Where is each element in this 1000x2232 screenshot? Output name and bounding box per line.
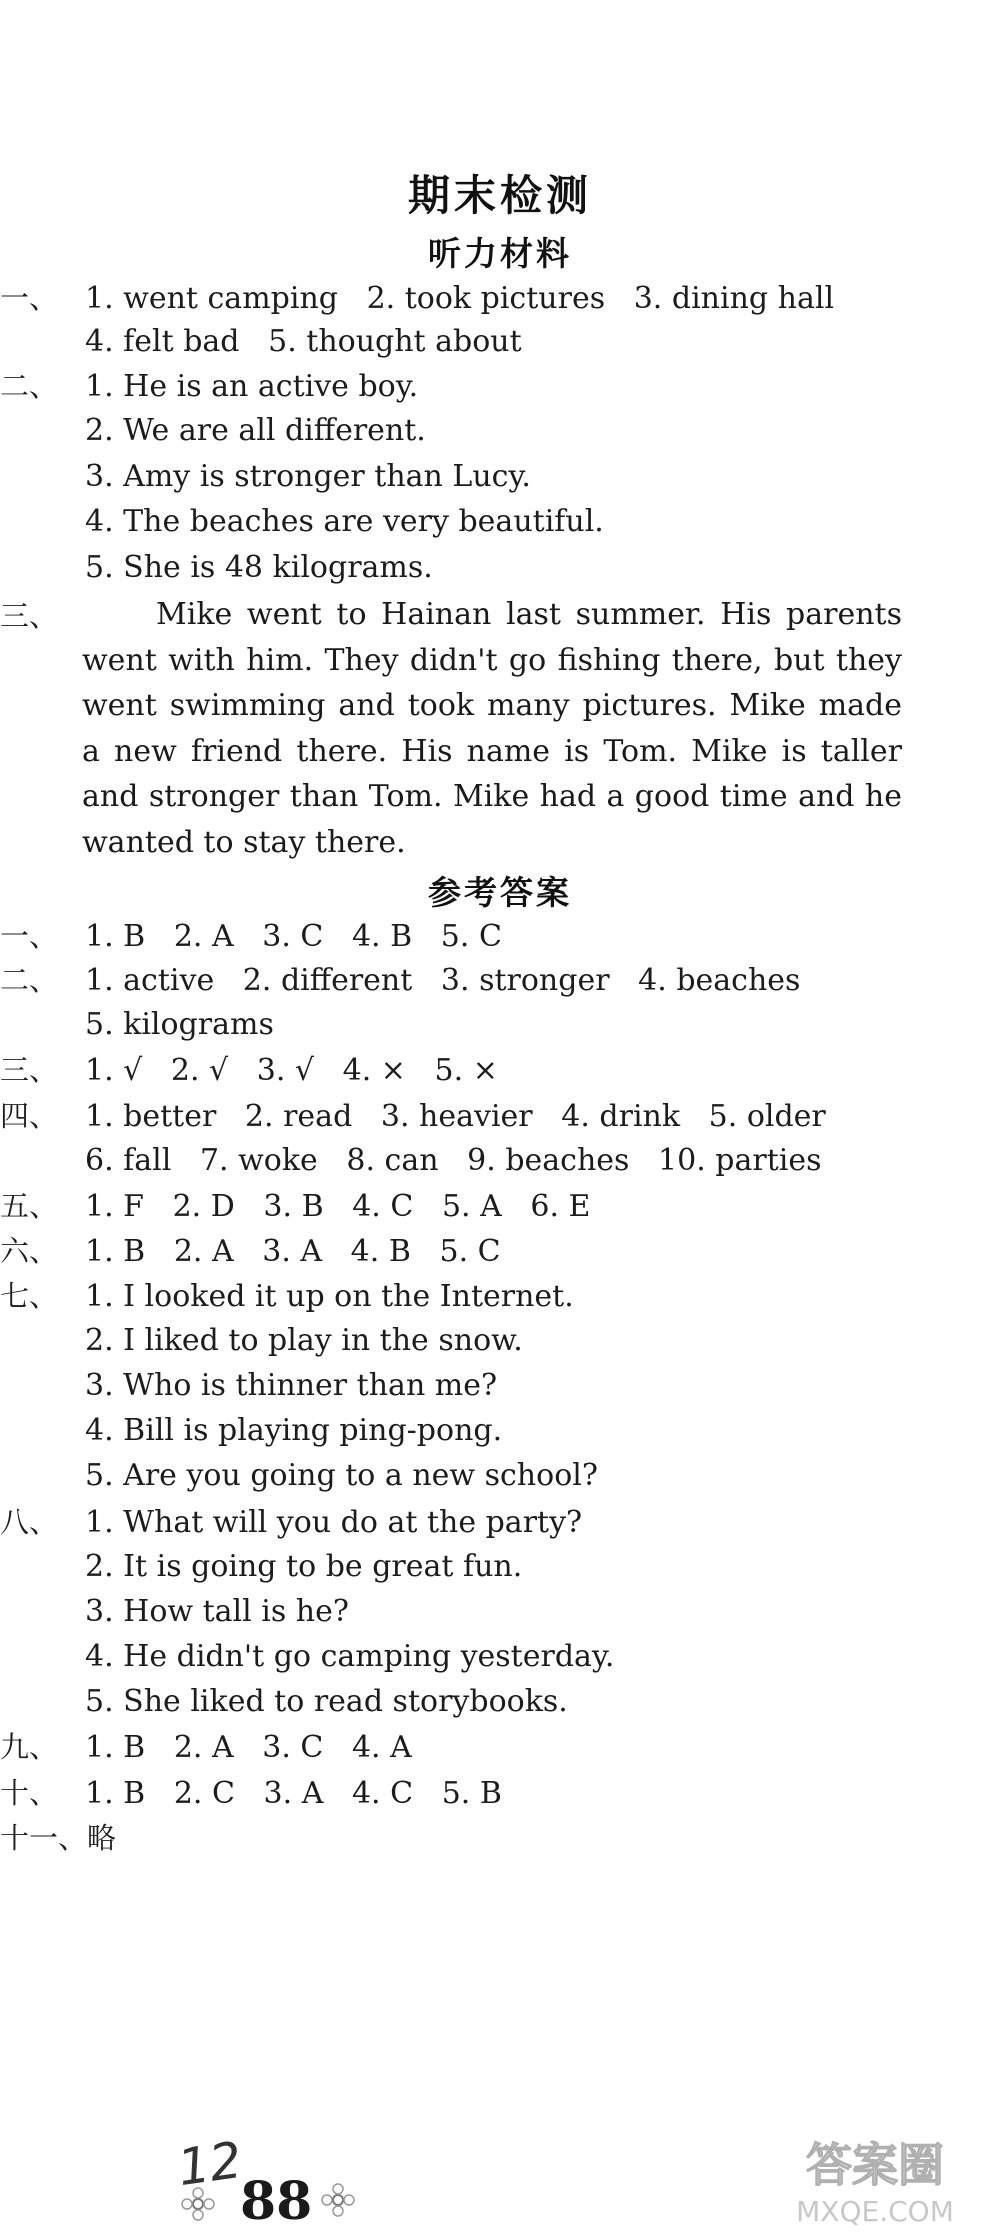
answer-line: 1. better 2. read 3. heavier 4. drink 5. older — [85, 1099, 826, 1134]
section-label: 十一、 — [0, 1821, 88, 1855]
answer-line: 1. He is an active boy. — [85, 369, 419, 404]
answers-heading: 参考答案 — [428, 873, 572, 912]
answer-line: 1. √ 2. √ 3. √ 4. × 5. × — [85, 1053, 498, 1088]
answer-line: 1. B 2. A 3. A 4. B 5. C — [85, 1234, 501, 1269]
answer-line: 6. fall 7. woke 8. can 9. beaches 10. parties — [85, 1143, 822, 1178]
section-label: 八、 — [0, 1505, 59, 1539]
listening-part2-line4: 4. The beaches are very beautiful. — [85, 504, 604, 539]
answer-line: 2. I liked to play in the snow. — [85, 1323, 523, 1358]
handwritten-note: 12 — [174, 2130, 246, 2198]
answer-section-6 — [0, 1231, 501, 1272]
answer-line: 5. Are you going to a new school? — [85, 1458, 598, 1493]
watermark-logo — [750, 2121, 1000, 2231]
answer-line: 1. B 2. C 3. A 4. C 5. B — [85, 1776, 502, 1811]
listening-part2-line3: 3. Amy is stronger than Lucy. — [85, 459, 531, 494]
svg-text:答案圈: 答案圈 — [806, 2138, 944, 2192]
section-label: 七、 — [0, 1279, 59, 1313]
section-label: 三、 — [0, 599, 59, 633]
answer-section-7 — [0, 1276, 574, 1317]
section-label: 四、 — [0, 1099, 59, 1133]
answer-line: 1. went camping 2. took pictures 3. dining hall — [85, 281, 835, 316]
svg-text:MXQE.COM: MXQE.COM — [796, 2195, 954, 2228]
section-label: 五、 — [0, 1189, 59, 1223]
answer-section-4 — [0, 1096, 826, 1137]
section-label: 一、 — [0, 919, 59, 953]
answer-line: 1. active 2. different 3. stronger 4. beaches — [85, 963, 801, 998]
answer-line: 5. She liked to read storybooks. — [85, 1684, 568, 1719]
answer-line: 4. He didn't go camping yesterday. — [85, 1639, 615, 1674]
listening-paragraph: Mike went to Hainan last summer. His parents went with him. They didn't go fishing there, but they went swimming and took many pictures. Mike made a new friend there. His name is Tom. Mike is taller and stronger than Tom. Mike had a good time and he wanted to stay there. — [82, 597, 902, 860]
section-label: 三、 — [0, 1053, 59, 1087]
answer-line: 4. Bill is playing ping-pong. — [85, 1413, 503, 1448]
listening-heading: 听力材料 — [428, 234, 572, 273]
section-label: 十、 — [0, 1776, 59, 1810]
answer-line: 1. B 2. A 3. C 4. B 5. C — [85, 919, 502, 954]
answer-section-10 — [0, 1773, 502, 1814]
section-label: 二、 — [0, 963, 59, 997]
answer-line: 2. It is going to be great fun. — [85, 1549, 523, 1584]
answer-section-5 — [0, 1186, 590, 1227]
flower-icon — [178, 2184, 218, 2224]
answer-line: 1. B 2. A 3. C 4. A — [85, 1730, 412, 1765]
section-label: 二、 — [0, 369, 59, 403]
answer-line: 1. F 2. D 3. B 4. C 5. A 6. E — [85, 1189, 591, 1224]
listening-part1-line1 — [0, 278, 834, 319]
section-label: 六、 — [0, 1234, 59, 1268]
answer-section-2 — [0, 960, 800, 1001]
answer-line: 3. Who is thinner than me? — [85, 1368, 498, 1403]
answer-section-3 — [0, 1050, 498, 1091]
answer-section-11 — [0, 1818, 116, 1859]
section-label: 九、 — [0, 1730, 59, 1764]
answer-line: 5. kilograms — [85, 1007, 274, 1042]
listening-part2-line2: 2. We are all different. — [85, 413, 426, 448]
answer-section-9 — [0, 1727, 412, 1768]
answer-section-1 — [0, 916, 502, 957]
answer-line: 略 — [87, 1821, 117, 1855]
answer-section-8 — [0, 1502, 582, 1543]
listening-part1-line2: 4. felt bad 5. thought about — [85, 324, 522, 359]
listening-part2-line1 — [0, 366, 418, 407]
answer-line: 1. I looked it up on the Internet. — [85, 1279, 574, 1314]
listening-part2-line5: 5. She is 48 kilograms. — [85, 550, 433, 585]
answer-line: 3. How tall is he? — [85, 1594, 349, 1629]
page-title: 期末检测 — [407, 171, 592, 220]
flower-icon — [318, 2180, 358, 2220]
page-number: 88 — [240, 2171, 313, 2232]
answer-line: 1. What will you do at the party? — [85, 1505, 583, 1540]
section-label: 一、 — [0, 281, 59, 315]
